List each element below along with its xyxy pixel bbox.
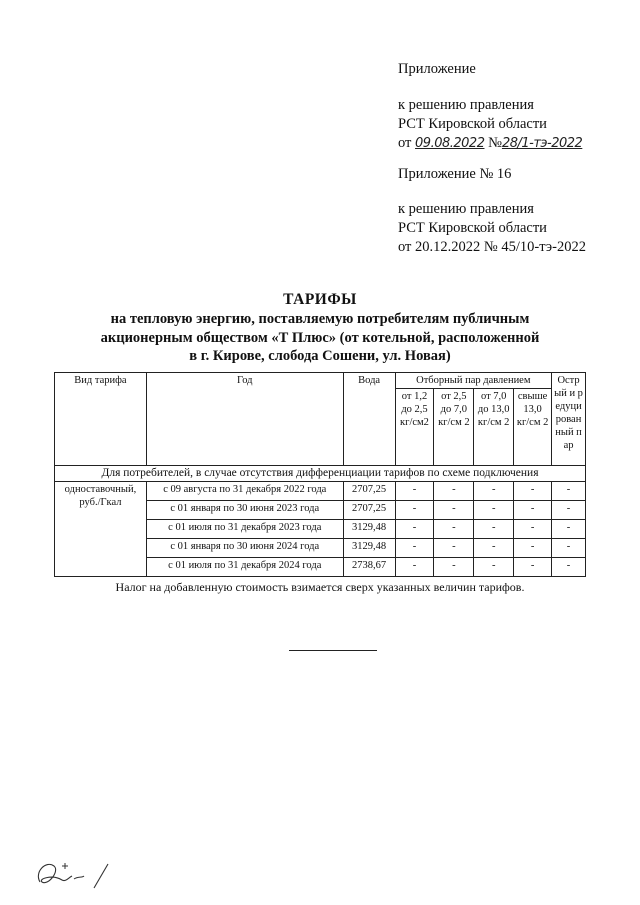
decision-number-handwritten: 28/1-тэ-2022 xyxy=(501,136,583,151)
decision-number-sign: № xyxy=(488,135,502,151)
decision-line-2: РСТ Кировской области xyxy=(398,116,547,132)
original-decision-reference xyxy=(398,200,586,257)
sharp-steam-cell: - xyxy=(552,501,586,520)
tariff-kind-cell: одноставочный, руб./Гкал xyxy=(55,482,147,577)
steam-2-cell: - xyxy=(434,482,474,501)
steam-1-cell: - xyxy=(395,482,434,501)
original-decision-line-2: РСТ Кировской области xyxy=(398,220,547,236)
period-cell: с 01 июля по 31 декабря 2024 года xyxy=(146,558,343,577)
decision-reference xyxy=(398,96,582,153)
subheader-over-13-0: свыше 13,0 кг/см 2 xyxy=(514,389,552,466)
document-subtitle-line-1: на тепловую энергию, поставляемую потребителям публичным xyxy=(110,311,530,327)
steam-4-cell: - xyxy=(514,520,552,539)
subheader-1-2-to-2-5: от 1,2 до 2,5 кг/см2 xyxy=(395,389,434,466)
steam-1-cell: - xyxy=(395,501,434,520)
sharp-steam-cell: - xyxy=(552,482,586,501)
signature-drawing xyxy=(32,852,122,892)
decision-date-prefix: от xyxy=(398,135,412,151)
header-water: Вода xyxy=(343,373,395,466)
subheader-2-5-to-7-0: от 2,5 до 7,0 кг/см 2 xyxy=(434,389,474,466)
steam-2-cell: - xyxy=(434,520,474,539)
header-sharp-steam: Острый и редуцированный пар xyxy=(552,373,586,466)
steam-2-cell: - xyxy=(434,558,474,577)
water-value-cell: 2707,25 xyxy=(343,501,395,520)
steam-2-cell: - xyxy=(434,501,474,520)
decision-date-handwritten: 09.08.2022 xyxy=(415,136,485,151)
table-row xyxy=(55,482,586,501)
steam-1-cell: - xyxy=(395,539,434,558)
document-subtitle-line-3: в г. Кирове, слобода Сошени, ул. Новая) xyxy=(189,348,451,364)
steam-3-cell: - xyxy=(474,501,514,520)
original-decision-line-3: от 20.12.2022 № 45/10-тэ-2022 xyxy=(398,239,586,255)
header-selected-steam: Отборный пар давлением xyxy=(395,373,552,389)
table-header-row xyxy=(55,373,586,389)
steam-1-cell: - xyxy=(395,520,434,539)
original-decision-line-1: к решению правления xyxy=(398,201,534,217)
period-cell: с 01 января по 30 июня 2023 года xyxy=(146,501,343,520)
period-cell: с 09 августа по 31 декабря 2022 года xyxy=(146,482,343,501)
subheader-7-0-to-13-0: от 7,0 до 13,0 кг/см 2 xyxy=(474,389,514,466)
water-value-cell: 3129,48 xyxy=(343,539,395,558)
water-value-cell: 2738,67 xyxy=(343,558,395,577)
decision-line-1: к решению правления xyxy=(398,97,534,113)
water-value-cell: 3129,48 xyxy=(343,520,395,539)
header-year: Год xyxy=(146,373,343,466)
tariff-table xyxy=(54,372,586,577)
header-tariff-type: Вид тарифа xyxy=(55,373,147,466)
steam-3-cell: - xyxy=(474,482,514,501)
document-title: ТАРИФЫ xyxy=(283,291,357,308)
steam-2-cell: - xyxy=(434,539,474,558)
steam-3-cell: - xyxy=(474,520,514,539)
sharp-steam-cell: - xyxy=(552,520,586,539)
appendix-header xyxy=(398,60,476,79)
appendix-title: Приложение xyxy=(398,61,476,77)
section-label: Для потребителей, в случае отсутствия дифференциации тарифов по схеме подключения xyxy=(55,466,586,482)
handwritten-signature-icon xyxy=(32,852,122,897)
water-value-cell: 2707,25 xyxy=(343,482,395,501)
steam-3-cell: - xyxy=(474,539,514,558)
decision-line-3 xyxy=(398,134,582,153)
appendix-16-header xyxy=(398,165,511,184)
period-cell: с 01 июля по 31 декабря 2023 года xyxy=(146,520,343,539)
period-cell: с 01 января по 30 июня 2024 года xyxy=(146,539,343,558)
sharp-steam-cell: - xyxy=(552,558,586,577)
table-section-row xyxy=(55,466,586,482)
steam-4-cell: - xyxy=(514,482,552,501)
vat-footnote: Налог на добавленную стоимость взимается сверх указанных величин тарифов. xyxy=(115,580,525,594)
end-divider xyxy=(289,650,377,651)
steam-3-cell: - xyxy=(474,558,514,577)
steam-4-cell: - xyxy=(514,558,552,577)
document-title-block xyxy=(0,290,640,366)
steam-1-cell: - xyxy=(395,558,434,577)
steam-4-cell: - xyxy=(514,501,552,520)
document-subtitle-line-2: акционерным обществом «Т Плюс» (от котельной, расположенной xyxy=(100,329,540,346)
sharp-steam-cell: - xyxy=(552,539,586,558)
steam-4-cell: - xyxy=(514,539,552,558)
appendix-16-title: Приложение № 16 xyxy=(398,166,512,182)
